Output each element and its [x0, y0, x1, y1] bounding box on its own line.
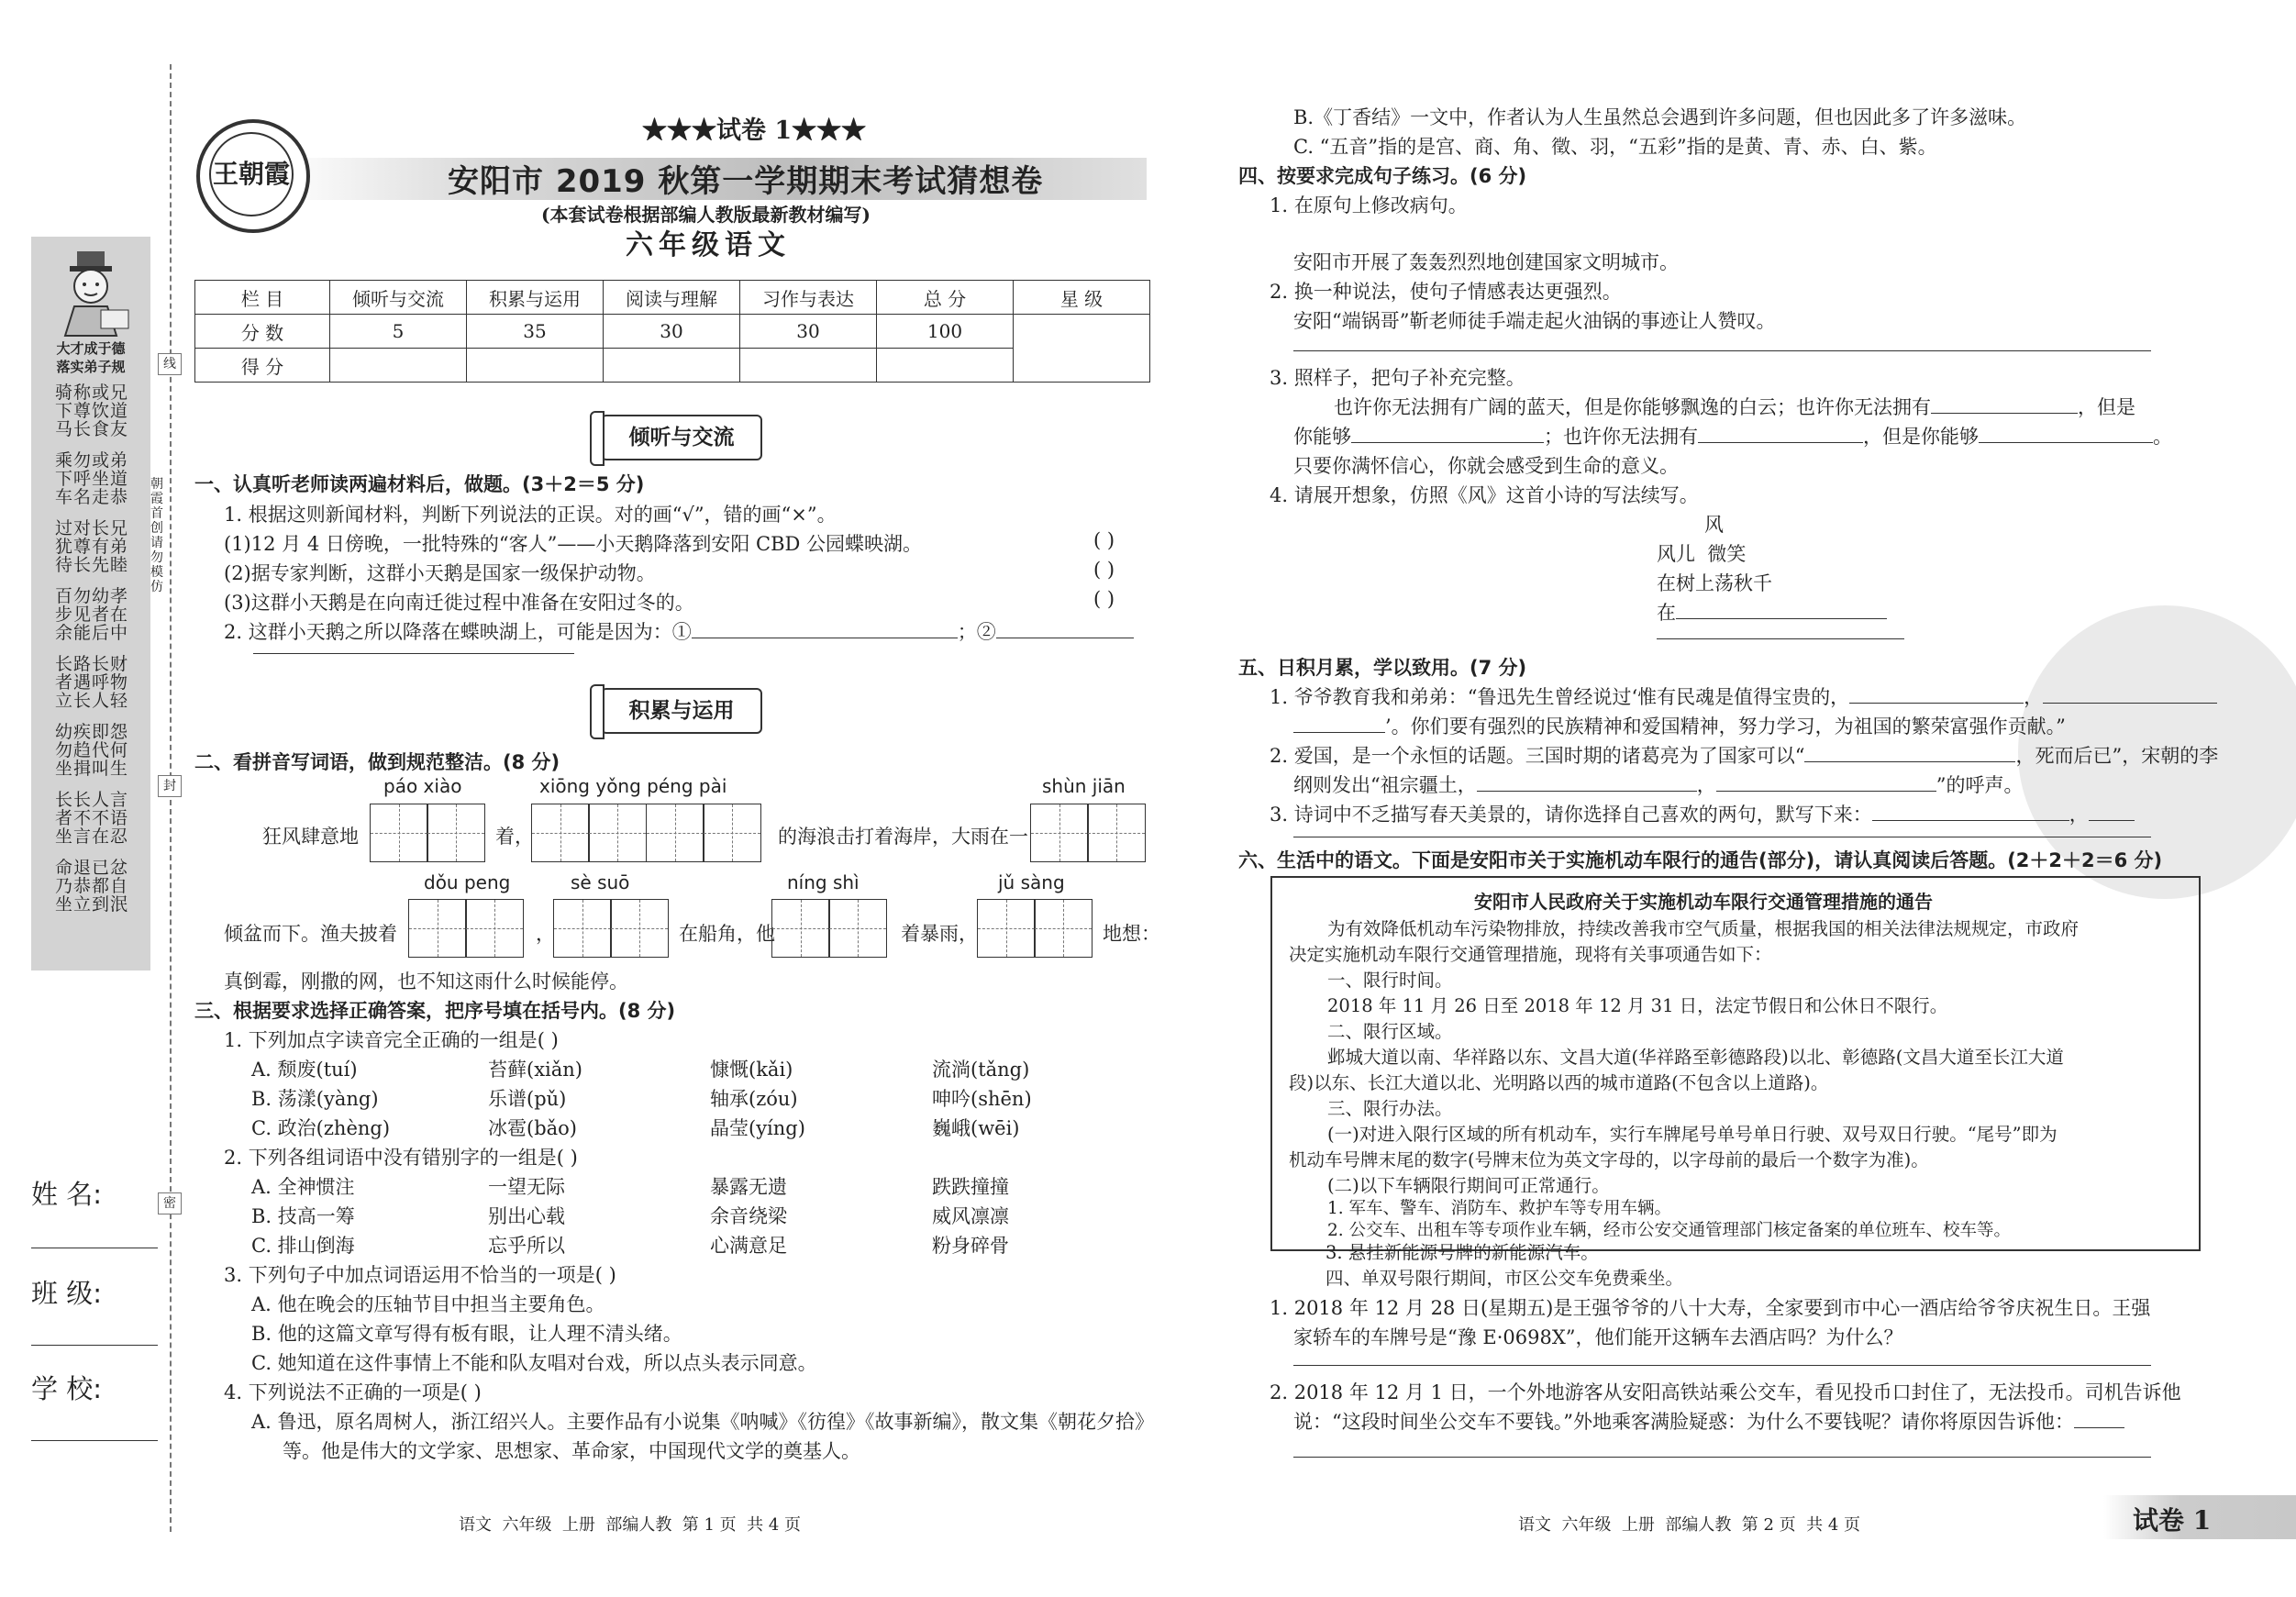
sentence-text: 在船角，他: [679, 923, 775, 945]
question-1b: (2)据专家判断，这群小天鹅是国家一级保护动物。: [224, 562, 656, 584]
question: 1. 2018 年 12 月 28 日(星期五)是王强爷爷的八十大寿，全家要到市中心一酒店给爷爷庆祝生日。王强: [1270, 1297, 2151, 1319]
page-footer: 语文 六年级 上册 部编人教 第 2 页 共 4 页: [1518, 1515, 1861, 1535]
score-table: [194, 280, 1150, 383]
fill-sentence: 2. 爱国，是一个永恒的话题。三国时期的诸葛亮为了国家可以“ ，死而后已”，宋朝的李: [1270, 745, 2219, 767]
pinyin-label: páo xiào: [383, 775, 462, 797]
poem-title: 风: [1704, 514, 1724, 536]
fill-sentence: 3. 诗词中不乏描写春天美景的，请你选择自己喜欢的两句，默写下来： ，: [1270, 800, 2135, 827]
cut-mark-feng: 封: [158, 775, 182, 797]
answer-blank[interactable]: [1849, 686, 2024, 704]
answer-blank[interactable]: [1698, 426, 1863, 443]
writing-grid[interactable]: [371, 804, 485, 862]
notice-text: 决定实施机动车限行交通管理措施，现将有关事项通告如下：: [1289, 944, 1772, 965]
sentence-text[interactable]: 安阳市开展了轰轰烈烈地创建国家文明城市。: [1293, 251, 1679, 273]
pinyin-label: jǔ sàng: [998, 871, 1065, 893]
mc-option-cont: 等。他是伟大的文学家、思想家、革命家，中国现代文学的奠基人。: [283, 1440, 860, 1462]
section-4-heading: 四、按要求完成句子练习。(6 分): [1238, 165, 1527, 187]
answer-paren[interactable]: ( ): [1093, 529, 1115, 551]
answer-blank[interactable]: [1351, 426, 1544, 443]
pinyin-label: shùn jiān: [1042, 775, 1126, 797]
section-2-heading: 二、看拼音写词语，做到规范整洁。(8 分): [194, 751, 560, 773]
mc-option[interactable]: A. 他在晚会的压轴节目中担当主要角色。: [251, 1293, 605, 1315]
vertical-note: 朝霞首创 请勿模仿: [150, 477, 163, 594]
fill-sentence: 也许你无法拥有广阔的蓝天，但是你能够飘逸的白云；也许你无法拥有 ，但是: [1334, 396, 2135, 418]
notice-text: 三、限行办法。: [1327, 1098, 1453, 1119]
verse-block: 骑称或兄 下尊饮道 马长食友: [54, 383, 128, 439]
verse-block: 过对长兄 犹尊有弟 待长先睦: [54, 518, 128, 575]
answer-paren[interactable]: ( ): [1093, 559, 1115, 581]
mc-question-2: 2. 下列各组词语中没有错别字的一组是( ): [224, 1147, 578, 1169]
sentence-text: 着，: [495, 826, 534, 848]
question-1c: (3)这群小天鹅是在向南迁徙过程中准备在安阳过冬的。: [224, 592, 694, 614]
section-1-heading: 一、认真听老师读两遍材料后，做题。(3＋2＝5 分): [194, 473, 645, 495]
sentence-text: 着暴雨，: [901, 923, 978, 945]
writing-grid[interactable]: [1031, 804, 1146, 862]
poem-line: 在: [1657, 598, 1887, 626]
mc-option[interactable]: C. “五音”指的是宫、商、角、徵、羽，“五彩”指的是黄、青、赤、白、紫。: [1293, 136, 1937, 158]
answer-blank[interactable]: [1979, 426, 2153, 443]
answer-blank[interactable]: [253, 653, 574, 654]
writing-grid[interactable]: [772, 899, 887, 958]
notice-text: (二)以下车辆限行期间可正常通行。: [1327, 1175, 1610, 1196]
star-cell[interactable]: [1014, 315, 1150, 383]
writing-grid[interactable]: [532, 804, 761, 862]
grade-title: 六年级语文: [626, 229, 791, 261]
mc-options-row[interactable]: C. 排山倒海 忘乎所以 心满意足 粉身碎骨: [251, 1235, 1009, 1257]
score-input[interactable]: [604, 349, 740, 383]
school-field[interactable]: [31, 1440, 158, 1441]
margin-panel: [31, 237, 150, 970]
verse-block: 幼疾即怨 勿趋代何 坐揖叫生: [54, 722, 128, 779]
notice-text: 2018 年 11 月 26 日至 2018 年 12 月 31 日，法定节假日和公休日不限行。: [1327, 995, 1948, 1016]
answer-blank[interactable]: [1293, 715, 1385, 733]
answer-blank[interactable]: [2043, 686, 2217, 704]
answer-blank[interactable]: [1477, 774, 1697, 792]
question: 2. 换一种说法，使句子情感表达更强烈。: [1270, 281, 1622, 303]
question-2: 2. 这群小天鹅之所以降落在蝶映湖上，可能是因为：① ；②: [224, 617, 1134, 645]
sentence-text: 真倒霉，刚撒的网，也不知这雨什么时候能停。: [224, 970, 628, 993]
writing-grid[interactable]: [978, 899, 1093, 958]
verse-block: 命退已忿 乃恭都自 坐立到泯: [54, 858, 128, 915]
question-1: 1. 根据这则新闻材料，判断下列说法的正误。对的画“√”，错的画“×”。: [224, 504, 837, 526]
verse-block: 长路长财 者遇呼物 立长人轻: [54, 654, 128, 711]
answer-line[interactable]: [1657, 638, 1904, 639]
mc-options-row[interactable]: B. 技高一筹 别出心载 余音绕梁 威风凛凛: [251, 1205, 1009, 1227]
scholar-illustration: [42, 246, 139, 338]
notice-box: [1270, 876, 2201, 1251]
pinyin-label: dǒu peng: [424, 871, 511, 893]
mc-option[interactable]: B.《丁香结》一文中，作者认为人生虽然总会遇到许多问题，但也因此多了许多滋味。: [1293, 106, 2027, 128]
school-label: 学 校:: [31, 1373, 102, 1404]
table-row: 分 数 5 35 30 30 100: [195, 315, 1150, 349]
table-row: 栏 目 倾听与交流 积累与运用 阅读与理解 习作与表达 总 分 星 级: [195, 281, 1150, 315]
notice-text: (一)对进入限行区域的所有机动车，实行车牌尾号单号单日行驶、双号双日行驶。“尾号”即为: [1327, 1124, 2058, 1145]
question: 1. 在原句上修改病句。: [1270, 194, 1468, 216]
sentence-text: 的海浪击打着海岸，大雨在一: [778, 826, 1028, 848]
mc-option[interactable]: C. 她知道在这件事情上不能和队友唱对台戏，所以点头表示同意。: [251, 1352, 817, 1374]
subtitle: (本套试卷根据部编人教版最新教材编写): [541, 204, 871, 226]
writing-grid[interactable]: [554, 899, 669, 958]
answer-blank[interactable]: [692, 621, 958, 638]
verse-list: [39, 383, 145, 926]
cut-line: [170, 64, 172, 1532]
answer-line[interactable]: [1293, 1457, 2151, 1458]
question: 3. 照样子，把句子补充完整。: [1270, 367, 1525, 389]
verse-block: 乘勿或弟 下呼坐道 车名走恭: [54, 450, 128, 507]
verse-block: 百勿幼孝 步见者在 余能后中: [54, 586, 128, 643]
question: 家轿车的车牌号是“豫 E·0698X”，他们能开这辆车去酒店吗？为什么？: [1293, 1326, 1903, 1348]
section-6-heading: 六、生活中的语文。下面是安阳市关于实施机动车限行的通告(部分)，请认真阅读后答题。(2＋2＋2＝6 分): [1238, 849, 2163, 871]
answer-blank[interactable]: [2074, 1411, 2124, 1428]
section-box-accumulation: 积累与运用: [601, 688, 762, 734]
answer-paren[interactable]: ( ): [1093, 588, 1115, 610]
cut-mark-mi: 密: [158, 1192, 182, 1214]
answer-blank[interactable]: [1716, 774, 1936, 792]
answer-blank[interactable]: [1872, 804, 2069, 821]
notice-title: 安阳市人民政府关于实施机动车限行交通管理措施的通告: [1474, 891, 1933, 913]
fill-sentence: 1. 爷爷教育我和弟弟：“鲁迅先生曾经说过‘惟有民魂是值得宝贵的， ，: [1270, 682, 2217, 710]
verse-block: 长长人言 者不不语 坐言在忍: [54, 790, 128, 847]
paper-number: ★★★试卷 1★★★: [642, 116, 867, 145]
section-box-listening: 倾听与交流: [601, 415, 762, 460]
poem-line: 在树上荡秋千: [1657, 572, 1772, 594]
class-field[interactable]: [31, 1345, 158, 1346]
notice-text: 1. 军车、警车、消防车、救护车等专用车辆。: [1327, 1199, 1672, 1218]
section-5-heading: 五、日积月累，学以致用。(7 分): [1238, 657, 1527, 679]
mc-option[interactable]: A. 鲁迅，原名周树人，浙江绍兴人。主要作品有小说集《呐喊》《彷徨》《故事新编》，散文集《朝花夕拾》: [251, 1411, 1155, 1433]
fill-sentence: 纲则发出“祖宗疆土， ， ”的呼声。: [1293, 774, 2024, 796]
notice-text: 一、限行时间。: [1327, 970, 1453, 991]
pinyin-label: xiōng yǒng péng pài: [539, 775, 727, 797]
score-input[interactable]: [330, 349, 467, 383]
mc-options-row[interactable]: A. 颓废(tuí) 苔藓(xiǎn) 慷慨(kǎi) 流淌(tǎng): [251, 1059, 1030, 1081]
notice-text: 四、单双号限行期间，市区公交车免费乘坐。: [1325, 1268, 1684, 1289]
motto: 大才成于德 落实弟子规: [56, 340, 126, 375]
name-label: 姓 名:: [31, 1179, 102, 1210]
sentence-text: 倾盆而下。渔夫披着: [224, 923, 397, 945]
mc-options-row[interactable]: C. 政治(zhèng) 冰雹(bǎo) 晶莹(yíng) 巍峨(wēi): [251, 1117, 1020, 1139]
fill-sentence: 你能够 ；也许你无法拥有 ，但是你能够 。: [1293, 426, 2172, 448]
sentence-text: ，: [536, 923, 555, 945]
answer-blank[interactable]: [1804, 745, 2015, 762]
answer-blank[interactable]: [1676, 602, 1887, 619]
mc-option[interactable]: B. 他的这篇文章写得有板有眼，让人理不清头绪。: [251, 1323, 682, 1345]
notice-text: 二、限行区域。: [1327, 1021, 1453, 1042]
class-label: 班 级:: [31, 1278, 102, 1309]
notice-text: 为有效降低机动车污染物排放，持续改善我市空气质量，根据我国的相关法律法规规定，市政府: [1327, 918, 2080, 939]
mc-question-4: 4. 下列说法不正确的一项是( ): [224, 1381, 482, 1403]
sentence-text: 狂风肆意地: [262, 826, 359, 848]
section-3-heading: 三、根据要求选择正确答案，把序号填在括号内。(8 分): [194, 1000, 676, 1022]
score-input[interactable]: [877, 349, 1014, 383]
paper-tag-label: 试卷 1: [2133, 1505, 2212, 1536]
notice-text: 2. 公交车、出租车等专项作业车辆，经市公安交通管理部门核定备案的单位班车、校车等。: [1327, 1221, 2012, 1240]
question: 4. 请展开想象，仿照《风》这首小诗的写法续写。: [1270, 484, 1699, 506]
answer-line[interactable]: [1293, 350, 2151, 351]
pinyin-label: níng shì: [787, 871, 860, 893]
writing-grid[interactable]: [409, 899, 524, 958]
answer-blank[interactable]: [1931, 396, 2078, 414]
score-input[interactable]: [467, 349, 604, 383]
answer-blank[interactable]: [996, 621, 1134, 638]
mc-options-row[interactable]: B. 荡漾(yàng) 乐谱(pǔ) 轴承(zóu) 呻吟(shēn): [251, 1088, 1032, 1110]
cut-mark-xian: 线: [158, 353, 182, 375]
notice-text: 邺城大道以南、华祥路以东、文昌大道(华祥路至彰德路段)以北、彰德路(文昌大道至长江大道: [1327, 1047, 2064, 1068]
score-input[interactable]: [740, 349, 877, 383]
question: 说：“这段时间坐公交车不要钱。”外地乘客满脸疑惑：为什么不要钱呢？请你将原因告诉他：: [1293, 1407, 2124, 1435]
fill-sentence: ’。你们要有强烈的民族精神和爱国精神，努力学习，为祖国的繁荣富强作贡献。”: [1293, 712, 2066, 739]
mc-question-1: 1. 下列加点字读音完全正确的一组是( ): [224, 1029, 559, 1051]
notice-text: 机动车号牌末尾的数字(号牌末位为英文字母的，以字母前的最后一个数字为准)。: [1289, 1149, 1929, 1170]
answer-blank[interactable]: [2089, 804, 2135, 821]
mc-options-row[interactable]: A. 全神惯注 一望无际 暴露无遗 跌跌撞撞: [251, 1176, 1009, 1198]
table-row: 得 分: [195, 349, 1150, 383]
question: 2. 2018 年 12 月 1 日，一个外地游客从安阳高铁站乘公交车，看见投币口封住了，无法投币。司机告诉他: [1270, 1381, 2181, 1403]
page-title: 安阳市 2019 秋第一学期期末考试猜想卷: [448, 163, 1044, 200]
pinyin-label: sè suō: [571, 871, 630, 893]
notice-text: 段)以东、长江大道以北、光明路以西的城市道路(不包含以上道路)。: [1289, 1072, 1829, 1093]
brand-logo: 王朝霞: [196, 119, 310, 233]
sentence-text: 只要你满怀信心，你就会感受到生命的意义。: [1293, 455, 1679, 477]
sentence-text: 地想：: [1103, 923, 1160, 945]
mc-question-3: 3. 下列句子中加点词语运用不恰当的一项是( ): [224, 1264, 616, 1286]
page-footer: 语文 六年级 上册 部编人教 第 1 页 共 4 页: [459, 1515, 802, 1535]
poem-line: 风儿 微笑: [1657, 543, 1747, 565]
sentence-text: 安阳“端锅哥”靳老师徒手端走起火油锅的事迹让人赞叹。: [1293, 310, 1776, 332]
notice-text: 3. 悬挂新能源号牌的新能源汽车。: [1325, 1242, 1599, 1263]
answer-line[interactable]: [1293, 1365, 2151, 1366]
question-1a: (1)12 月 4 日傍晚，一批特殊的“客人”——小天鹅降落到安阳 CBD 公园蝶映湖。: [224, 533, 923, 555]
